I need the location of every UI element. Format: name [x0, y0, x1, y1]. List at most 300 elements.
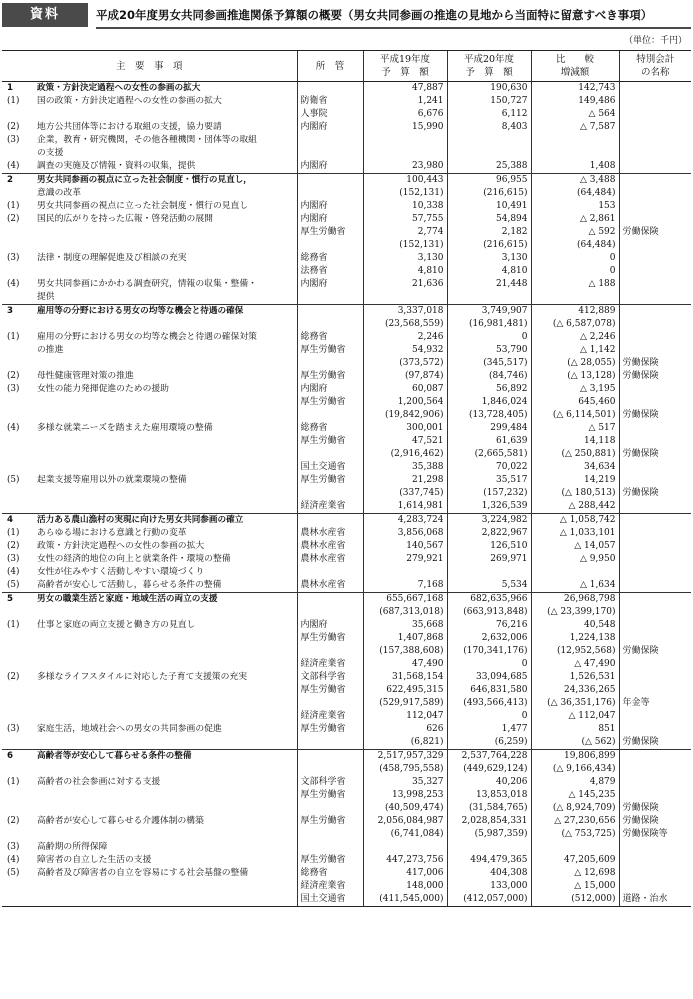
- ministry-cell: 農林水産省: [297, 527, 363, 540]
- fy20-amount-cell: 21,448: [447, 278, 531, 291]
- special-account-cell: [619, 841, 691, 854]
- special-account-cell: [619, 553, 691, 566]
- table-row: [2, 134, 691, 147]
- ministry-cell: [297, 763, 363, 776]
- item-text: 調査の実施及び情報・資料の収集，提供: [37, 161, 196, 171]
- col-header-fy19: 平成19年度 予 算 額: [363, 51, 447, 82]
- item-cell: [2, 566, 297, 579]
- ministry-cell: 厚生労働省: [297, 226, 363, 239]
- difference-cell: △ 1,058,742: [531, 514, 619, 528]
- fy20-amount-cell: 3,224,982: [447, 514, 531, 528]
- unit-label: （単位：千円）: [623, 36, 687, 46]
- item-cell: [2, 750, 297, 764]
- table-row: [2, 841, 691, 854]
- table-row: [2, 278, 691, 291]
- item-number: (4): [7, 423, 20, 433]
- fy19-amount-cell: (6,821): [363, 736, 447, 750]
- ministry-cell: [297, 750, 363, 764]
- difference-cell: △ 288,442: [531, 500, 619, 514]
- fy19-amount-cell: 3,130: [363, 252, 447, 265]
- difference-cell: 1,224,138: [531, 632, 619, 645]
- item-text: 多様なライフスタイルに対応した子育て支援策の充実: [37, 672, 248, 682]
- item-number: [5, 147, 37, 160]
- item-cell: [2, 134, 297, 147]
- item-cell: [2, 841, 297, 854]
- fy20-amount-cell: 646,831,580: [447, 684, 531, 697]
- fy20-amount-cell: 25,388: [447, 160, 531, 174]
- difference-cell: (△ 23,399,170): [531, 606, 619, 619]
- special-account-cell: [619, 474, 691, 487]
- ministry-cell: 国土交通省: [297, 893, 363, 907]
- difference-cell: △ 188: [531, 278, 619, 291]
- item-cell: [2, 435, 297, 448]
- item-text: 雇用等の分野における男女の均等な機会と待遇の確保: [37, 306, 244, 316]
- ministry-cell: 内閣府: [297, 200, 363, 213]
- table-row: [2, 318, 691, 331]
- fy19-amount-cell: (97,874): [363, 370, 447, 383]
- ministry-cell: 内閣府: [297, 619, 363, 632]
- fy20-amount-cell: (170,341,176): [447, 645, 531, 658]
- difference-cell: 1,408: [531, 160, 619, 174]
- item-text: 多様な就業ニーズを踏まえた雇用環境の整備: [37, 423, 213, 433]
- item-text: 男女共同参画の視点に立った社会制度・慣行の見直し，: [37, 175, 252, 185]
- fy19-amount-cell: 7,168: [363, 579, 447, 593]
- fy20-amount-cell: 1,477: [447, 723, 531, 736]
- difference-cell: △ 2,861: [531, 213, 619, 226]
- special-account-cell: [619, 291, 691, 305]
- item-number: (1): [7, 620, 20, 630]
- fy19-amount-cell: (529,917,589): [363, 697, 447, 710]
- special-account-cell: [619, 305, 691, 319]
- table-row: [2, 880, 691, 893]
- table-row: [2, 854, 691, 867]
- item-text: 家庭生活，地域社会への男女の共同参画の促進: [37, 724, 222, 734]
- special-account-cell: [619, 514, 691, 528]
- item-cell: [2, 606, 297, 619]
- item-cell: [2, 318, 297, 331]
- ministry-cell: 農林水産省: [297, 553, 363, 566]
- difference-cell: △ 12,698: [531, 867, 619, 880]
- item-text: 仕事と家庭の両立支援と働き方の見直し: [37, 620, 196, 630]
- col-header-fy20: 平成20年度 予 算 額: [447, 51, 531, 82]
- fy19-amount-cell: (687,313,018): [363, 606, 447, 619]
- ministry-cell: [297, 802, 363, 815]
- item-cell: [2, 540, 297, 553]
- special-account-cell: 労働保険: [619, 645, 691, 658]
- item-cell: [2, 82, 297, 96]
- special-account-cell: 労働保険: [619, 802, 691, 815]
- fy20-amount-cell: 133,000: [447, 880, 531, 893]
- item-number: (4): [7, 161, 20, 171]
- ministry-cell: 経済産業省: [297, 880, 363, 893]
- fy20-amount-cell: (663,913,848): [447, 606, 531, 619]
- table-row: [2, 828, 691, 841]
- ministry-cell: 内閣府: [297, 278, 363, 291]
- fy19-amount-cell: 31,568,154: [363, 671, 447, 684]
- difference-cell: △ 517: [531, 422, 619, 435]
- fy20-amount-cell: 10,491: [447, 200, 531, 213]
- item-cell: [2, 383, 297, 396]
- special-account-cell: [619, 763, 691, 776]
- item-cell: [2, 187, 297, 200]
- item-cell: [2, 147, 297, 160]
- item-text: 高齢期の所得保障: [37, 842, 108, 852]
- fy19-amount-cell: [363, 841, 447, 854]
- item-number: (5): [7, 868, 20, 878]
- special-account-cell: [619, 160, 691, 174]
- table-row: [2, 815, 691, 828]
- fy20-amount-cell: (345,517): [447, 357, 531, 370]
- difference-cell: (△ 36,351,176): [531, 697, 619, 710]
- item-text: 高齢者が安心して暮らせる介護体制の構築: [37, 816, 204, 826]
- special-account-cell: [619, 239, 691, 252]
- fy19-amount-cell: 4,283,724: [363, 514, 447, 528]
- item-text: 意識の改革: [37, 188, 81, 198]
- item-number: [5, 344, 37, 357]
- difference-cell: 0: [531, 252, 619, 265]
- special-account-cell: [619, 344, 691, 357]
- item-cell: [2, 619, 297, 632]
- item-cell: [2, 291, 297, 305]
- difference-cell: △ 112,047: [531, 710, 619, 723]
- item-cell: [2, 763, 297, 776]
- difference-cell: △ 47,490: [531, 658, 619, 671]
- item-text: 女性の経済的地位の向上と就業条件・環境の整備: [37, 554, 231, 564]
- item-cell: [2, 422, 297, 435]
- item-cell: [2, 671, 297, 684]
- item-number: (3): [7, 724, 20, 734]
- difference-cell: 149,486: [531, 95, 619, 108]
- table-row: [2, 500, 691, 514]
- item-cell: [2, 174, 297, 188]
- difference-cell: △ 9,950: [531, 553, 619, 566]
- table-row: [2, 383, 691, 396]
- fy20-amount-cell: [447, 134, 531, 147]
- table-row: [2, 553, 691, 566]
- fy20-amount-cell: 150,727: [447, 95, 531, 108]
- fy20-amount-cell: 2,632,006: [447, 632, 531, 645]
- fy19-amount-cell: 279,921: [363, 553, 447, 566]
- item-text: 地方公共団体等における取組の支援，協力要請: [37, 122, 222, 132]
- item-text: 男女共同参画の視点に立った社会制度・慣行の見直し: [37, 201, 249, 211]
- item-cell: [2, 527, 297, 540]
- table-row: [2, 867, 691, 880]
- special-account-cell: [619, 880, 691, 893]
- item-cell: [2, 736, 297, 750]
- difference-cell: △ 2,246: [531, 331, 619, 344]
- item-number: (4): [7, 855, 20, 865]
- ministry-cell: [297, 841, 363, 854]
- item-text: 男女共同参画にかかわる調査研究，情報の収集・整備・: [37, 279, 257, 289]
- fy20-amount-cell: (493,566,413): [447, 697, 531, 710]
- item-text: 高齢者及び障害者の自立を容易にする社会基盤の整備: [37, 868, 249, 878]
- difference-cell: [531, 291, 619, 305]
- table-row: [2, 95, 691, 108]
- fy19-amount-cell: 6,676: [363, 108, 447, 121]
- fy19-amount-cell: (40,509,474): [363, 802, 447, 815]
- item-cell: [2, 108, 297, 121]
- special-account-cell: 労働保険: [619, 409, 691, 422]
- fy19-amount-cell: [363, 134, 447, 147]
- fy20-amount-cell: [447, 841, 531, 854]
- special-account-cell: [619, 461, 691, 474]
- fy19-amount-cell: 10,338: [363, 200, 447, 213]
- fy19-amount-cell: 112,047: [363, 710, 447, 723]
- item-cell: [2, 645, 297, 658]
- table-row: [2, 776, 691, 789]
- fy19-amount-cell: 2,246: [363, 331, 447, 344]
- ministry-cell: [297, 187, 363, 200]
- difference-cell: 1,526,531: [531, 671, 619, 684]
- ministry-cell: 法務省: [297, 265, 363, 278]
- fy19-amount-cell: 47,490: [363, 658, 447, 671]
- fy19-amount-cell: [363, 566, 447, 579]
- ministry-cell: 文部科学省: [297, 776, 363, 789]
- fy19-amount-cell: 54,932: [363, 344, 447, 357]
- item-cell: [2, 710, 297, 723]
- table-row: [2, 187, 691, 200]
- item-cell: [2, 265, 297, 278]
- fy19-amount-cell: 4,810: [363, 265, 447, 278]
- difference-cell: 24,336,265: [531, 684, 619, 697]
- fy19-amount-cell: 148,000: [363, 880, 447, 893]
- item-text: 活力ある農山漁村の実現に向けた男女共同参画の確立: [37, 515, 244, 525]
- fy20-amount-cell: 404,308: [447, 867, 531, 880]
- special-account-cell: 労働保険: [619, 736, 691, 750]
- ministry-cell: [297, 174, 363, 188]
- difference-cell: 47,205,609: [531, 854, 619, 867]
- special-account-cell: [619, 278, 691, 291]
- table-row: [2, 252, 691, 265]
- item-cell: [2, 867, 297, 880]
- fy19-amount-cell: 1,614,981: [363, 500, 447, 514]
- ministry-cell: [297, 239, 363, 252]
- table-row: [2, 619, 691, 632]
- fy20-amount-cell: 2,822,967: [447, 527, 531, 540]
- fy20-amount-cell: (16,981,481): [447, 318, 531, 331]
- table-row: [2, 344, 691, 357]
- item-number: (5): [7, 475, 20, 485]
- item-number: 1: [7, 83, 13, 93]
- fy19-amount-cell: 2,774: [363, 226, 447, 239]
- special-account-cell: [619, 82, 691, 96]
- fy19-amount-cell: 626: [363, 723, 447, 736]
- table-row: [2, 331, 691, 344]
- fy20-amount-cell: (84,746): [447, 370, 531, 383]
- table-row: [2, 108, 691, 121]
- special-account-cell: [619, 500, 691, 514]
- table-row: [2, 802, 691, 815]
- table-row: [2, 710, 691, 723]
- special-account-cell: 年金等: [619, 697, 691, 710]
- fy19-amount-cell: 447,273,756: [363, 854, 447, 867]
- item-number: (4): [7, 279, 20, 289]
- ministry-cell: 農林水産省: [297, 579, 363, 593]
- item-cell: [2, 252, 297, 265]
- difference-cell: (△ 250,881): [531, 448, 619, 461]
- fy20-amount-cell: 682,635,966: [447, 593, 531, 607]
- ministry-cell: 厚生労働省: [297, 815, 363, 828]
- item-text: 高齢者等が安心して暮らせる条件の整備: [37, 751, 192, 761]
- fy19-amount-cell: (337,745): [363, 487, 447, 500]
- item-cell: [2, 121, 297, 134]
- table-row: [2, 291, 691, 305]
- fy19-amount-cell: 3,856,068: [363, 527, 447, 540]
- item-number: 2: [7, 175, 13, 185]
- difference-cell: (△ 28,055): [531, 357, 619, 370]
- special-account-cell: 労働保険: [619, 357, 691, 370]
- difference-cell: [531, 566, 619, 579]
- table-row: [2, 213, 691, 226]
- special-account-cell: [619, 435, 691, 448]
- table-row: [2, 396, 691, 409]
- table-row: [2, 200, 691, 213]
- ministry-cell: [297, 305, 363, 319]
- fy20-amount-cell: (157,232): [447, 487, 531, 500]
- special-account-cell: [619, 750, 691, 764]
- table-row: [2, 893, 691, 907]
- fy19-amount-cell: (152,131): [363, 239, 447, 252]
- difference-cell: 645,460: [531, 396, 619, 409]
- item-cell: [2, 95, 297, 108]
- section-row: [2, 514, 691, 528]
- ministry-cell: [297, 409, 363, 422]
- fy20-amount-cell: 33,094,685: [447, 671, 531, 684]
- item-cell: [2, 396, 297, 409]
- special-account-cell: [619, 527, 691, 540]
- table-body: [2, 82, 691, 907]
- special-account-cell: [619, 121, 691, 134]
- fy20-amount-cell: [447, 147, 531, 160]
- ministry-cell: [297, 291, 363, 305]
- item-number: (1): [7, 201, 20, 211]
- ministry-cell: 厚生労働省: [297, 789, 363, 802]
- item-number: (3): [7, 842, 20, 852]
- budget-table: [2, 50, 691, 907]
- table-row: [2, 239, 691, 252]
- difference-cell: △ 15,000: [531, 880, 619, 893]
- fy19-amount-cell: (373,572): [363, 357, 447, 370]
- item-text: 国民的広がりを持った広報・啓発活動の展開: [37, 214, 213, 224]
- special-account-cell: [619, 658, 691, 671]
- item-text: 雇用の分野における男女の均等な機会と待遇の確保対策: [37, 332, 257, 342]
- difference-cell: △ 1,033,101: [531, 527, 619, 540]
- fy20-amount-cell: 53,790: [447, 344, 531, 357]
- fy20-amount-cell: 299,484: [447, 422, 531, 435]
- fy20-amount-cell: (449,629,124): [447, 763, 531, 776]
- ministry-cell: 厚生労働省: [297, 396, 363, 409]
- fy20-amount-cell: [447, 566, 531, 579]
- fy19-amount-cell: (19,842,906): [363, 409, 447, 422]
- section-row: [2, 750, 691, 764]
- fy20-amount-cell: 4,810: [447, 265, 531, 278]
- item-cell: [2, 370, 297, 383]
- item-cell: [2, 697, 297, 710]
- table-row: [2, 435, 691, 448]
- table-row: [2, 527, 691, 540]
- fy19-amount-cell: 2,056,084,987: [363, 815, 447, 828]
- item-cell: [2, 461, 297, 474]
- item-cell: [2, 815, 297, 828]
- difference-cell: △ 564: [531, 108, 619, 121]
- fy19-amount-cell: 417,006: [363, 867, 447, 880]
- section-row: [2, 82, 691, 96]
- table-row: [2, 160, 691, 174]
- fy19-amount-cell: (6,741,084): [363, 828, 447, 841]
- difference-cell: (△ 6,114,501): [531, 409, 619, 422]
- fy20-amount-cell: 35,517: [447, 474, 531, 487]
- fy20-amount-cell: 1,846,024: [447, 396, 531, 409]
- fy20-amount-cell: (6,259): [447, 736, 531, 750]
- item-number: (1): [7, 332, 20, 342]
- special-account-cell: [619, 108, 691, 121]
- ministry-cell: [297, 645, 363, 658]
- item-cell: [2, 344, 297, 357]
- table-row: [2, 697, 691, 710]
- ministry-cell: [297, 566, 363, 579]
- ministry-cell: 厚生労働省: [297, 370, 363, 383]
- ministry-cell: [297, 448, 363, 461]
- item-number: (2): [7, 672, 20, 682]
- special-account-cell: [619, 632, 691, 645]
- fy20-amount-cell: 54,894: [447, 213, 531, 226]
- ministry-cell: 厚生労働省: [297, 474, 363, 487]
- item-cell: [2, 213, 297, 226]
- item-cell: [2, 239, 297, 252]
- difference-cell: (△ 6,587,078): [531, 318, 619, 331]
- fy19-amount-cell: (157,388,608): [363, 645, 447, 658]
- difference-cell: (512,000): [531, 893, 619, 907]
- item-text: 女性が住みやすく活動しやすい環境づくり: [37, 567, 205, 577]
- fy20-amount-cell: 8,403: [447, 121, 531, 134]
- fy19-amount-cell: 1,407,868: [363, 632, 447, 645]
- item-text: 男女の職業生活と家庭・地域生活の両立の支援: [37, 594, 218, 604]
- difference-cell: (△ 13,128): [531, 370, 619, 383]
- section-row: [2, 305, 691, 319]
- special-account-cell: [619, 789, 691, 802]
- ministry-cell: 総務省: [297, 867, 363, 880]
- item-cell: [2, 226, 297, 239]
- table-row: [2, 370, 691, 383]
- difference-cell: △ 1,634: [531, 579, 619, 593]
- difference-cell: (12,952,568): [531, 645, 619, 658]
- item-cell: [2, 160, 297, 174]
- ministry-cell: 経済産業省: [297, 500, 363, 514]
- difference-cell: [531, 147, 619, 160]
- difference-cell: (△ 8,924,709): [531, 802, 619, 815]
- fy19-amount-cell: 60,087: [363, 383, 447, 396]
- fy20-amount-cell: (216,615): [447, 239, 531, 252]
- item-cell: [2, 278, 297, 291]
- item-cell: [2, 854, 297, 867]
- special-account-cell: [619, 593, 691, 607]
- difference-cell: 4,879: [531, 776, 619, 789]
- fy19-amount-cell: [363, 147, 447, 160]
- fy20-amount-cell: 3,130: [447, 252, 531, 265]
- fy19-amount-cell: 35,327: [363, 776, 447, 789]
- difference-cell: [531, 841, 619, 854]
- difference-cell: △ 3,195: [531, 383, 619, 396]
- item-cell: [2, 200, 297, 213]
- fy19-amount-cell: (152,131): [363, 187, 447, 200]
- fy19-amount-cell: 47,887: [363, 82, 447, 96]
- ministry-cell: 総務省: [297, 331, 363, 344]
- fy20-amount-cell: 5,534: [447, 579, 531, 593]
- special-account-cell: 労働保険: [619, 226, 691, 239]
- difference-cell: △ 592: [531, 226, 619, 239]
- table-row: [2, 540, 691, 553]
- fy19-amount-cell: 57,755: [363, 213, 447, 226]
